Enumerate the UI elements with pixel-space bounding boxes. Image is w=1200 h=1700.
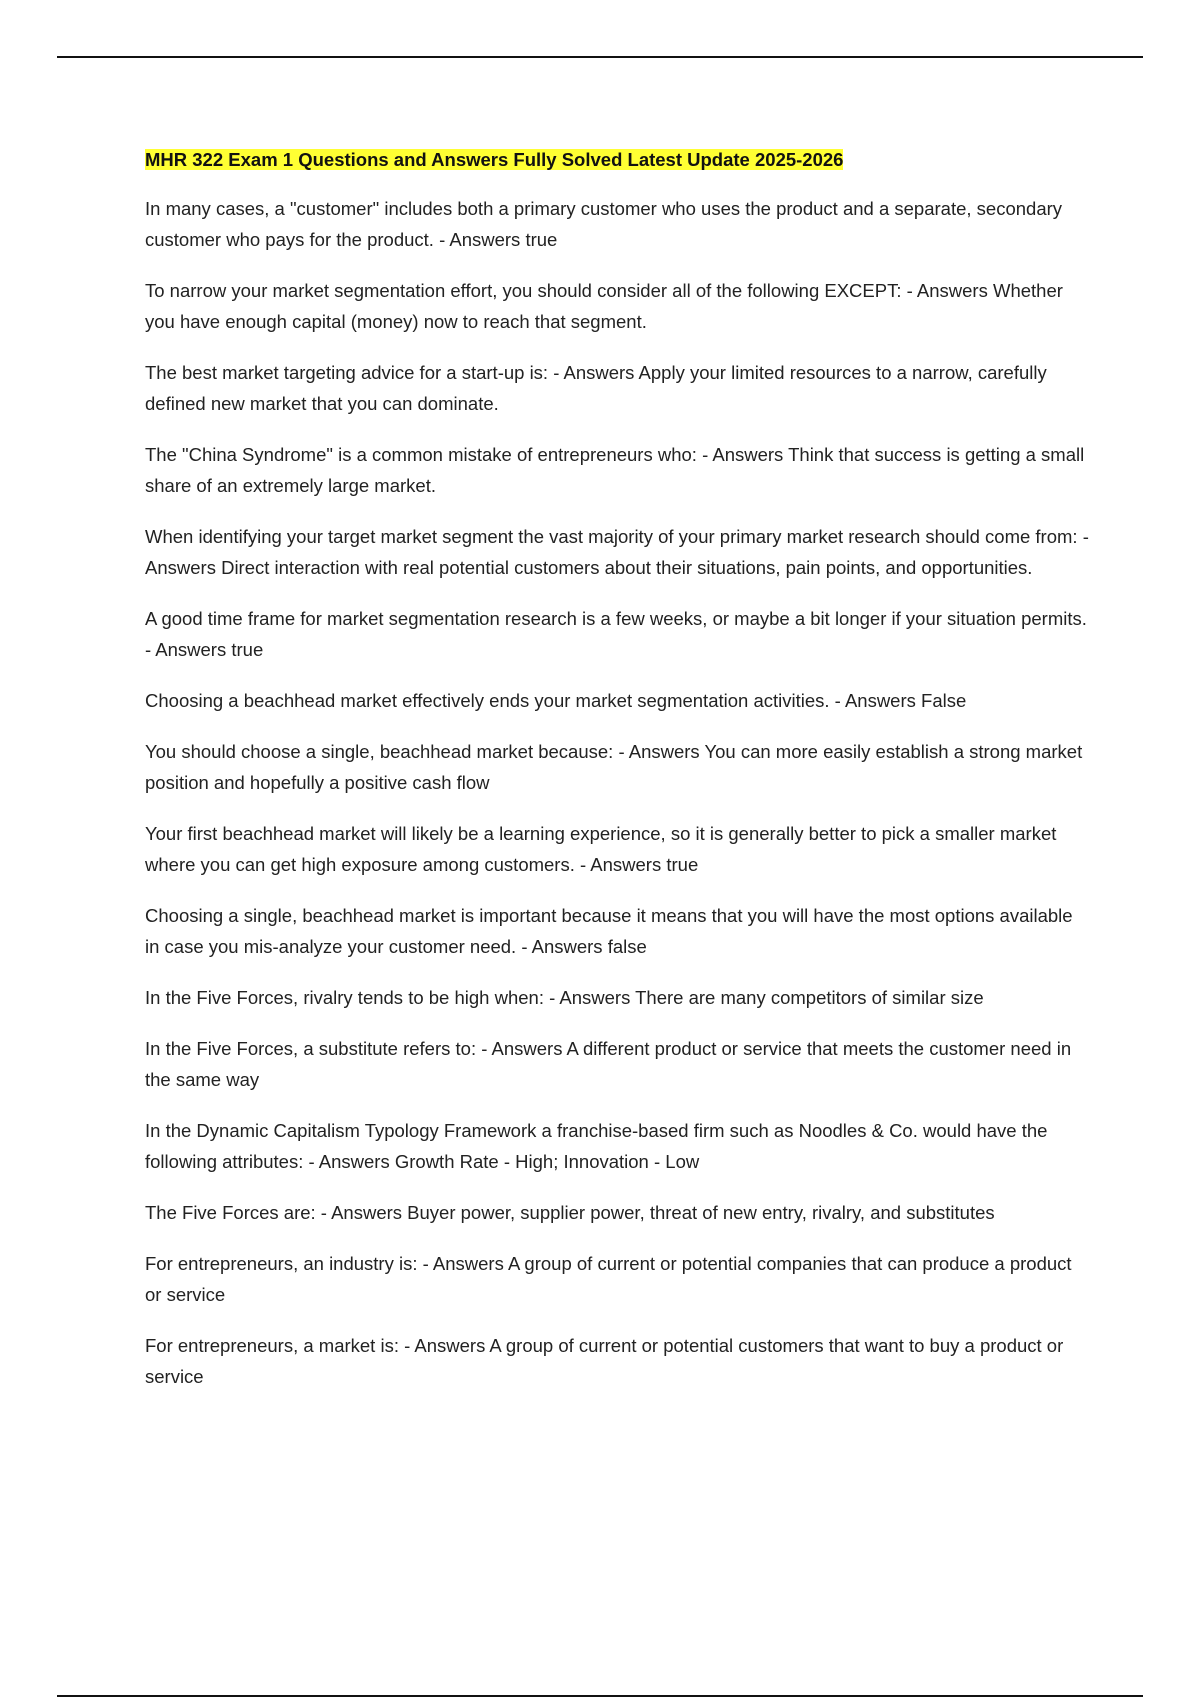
document-body — [145, 145, 1090, 1412]
qa-item: In the Dynamic Capitalism Typology Framework a franchise-based firm such as Noodles & Co. would have the following attributes: - Answers Growth Rate - High; Innovation - Low — [145, 1120, 1048, 1172]
qa-item: The Five Forces are: - Answers Buyer power, supplier power, threat of new entry, rivalry, and substitutes — [145, 1202, 995, 1223]
qa-item: For entrepreneurs, an industry is: - Answers A group of current or potential companies that can produce a product or service — [145, 1253, 1072, 1305]
qa-item: Choosing a beachhead market effectively ends your market segmentation activities. - Answers False — [145, 690, 967, 711]
qa-item: When identifying your target market segment the vast majority of your primary market research should come from: - Answers Direct interaction with real potential customers about their situations, pain points, and opportunities. — [145, 526, 1089, 578]
qa-item: A good time frame for market segmentation research is a few weeks, or maybe a bit longer if your situation permits. - Answers true — [145, 608, 1087, 660]
title-container — [145, 145, 1090, 175]
qa-item: The "China Syndrome" is a common mistake of entrepreneurs who: - Answers Think that success is getting a small share of an extremely large market. — [145, 444, 1085, 496]
qa-item: Your first beachhead market will likely be a learning experience, so it is generally better to pick a smaller market where you can get high exposure among customers. - Answers true — [145, 823, 1057, 875]
document-title: MHR 322 Exam 1 Questions and Answers Fully Solved Latest Update 2025-2026 — [145, 149, 844, 170]
header-rule — [57, 56, 1143, 58]
qa-item: You should choose a single, beachhead market because: - Answers You can more easily establish a strong market position and hopefully a positive cash flow — [145, 741, 1083, 793]
footer-rule — [57, 1695, 1143, 1697]
qa-item: Choosing a single, beachhead market is important because it means that you will have the most options available in case you mis-analyze your customer need. - Answers false — [145, 905, 1073, 957]
qa-item: In many cases, a "customer" includes both a primary customer who uses the product and a separate, secondary customer who pays for the product. - Answers true — [145, 198, 1063, 250]
qa-item: To narrow your market segmentation effort, you should consider all of the following EXCEPT: - Answers Whether you have enough capital (money) now to reach that segment. — [145, 280, 1063, 332]
qa-item: The best market targeting advice for a start-up is: - Answers Apply your limited resources to a narrow, carefully defined new market that you can dominate. — [145, 362, 1047, 414]
qa-item: For entrepreneurs, a market is: - Answers A group of current or potential customers that want to buy a product or service — [145, 1335, 1064, 1387]
qa-item: In the Five Forces, rivalry tends to be high when: - Answers There are many competitors of similar size — [145, 987, 984, 1008]
qa-item: In the Five Forces, a substitute refers to: - Answers A different product or service that meets the customer need in the same way — [145, 1038, 1072, 1090]
